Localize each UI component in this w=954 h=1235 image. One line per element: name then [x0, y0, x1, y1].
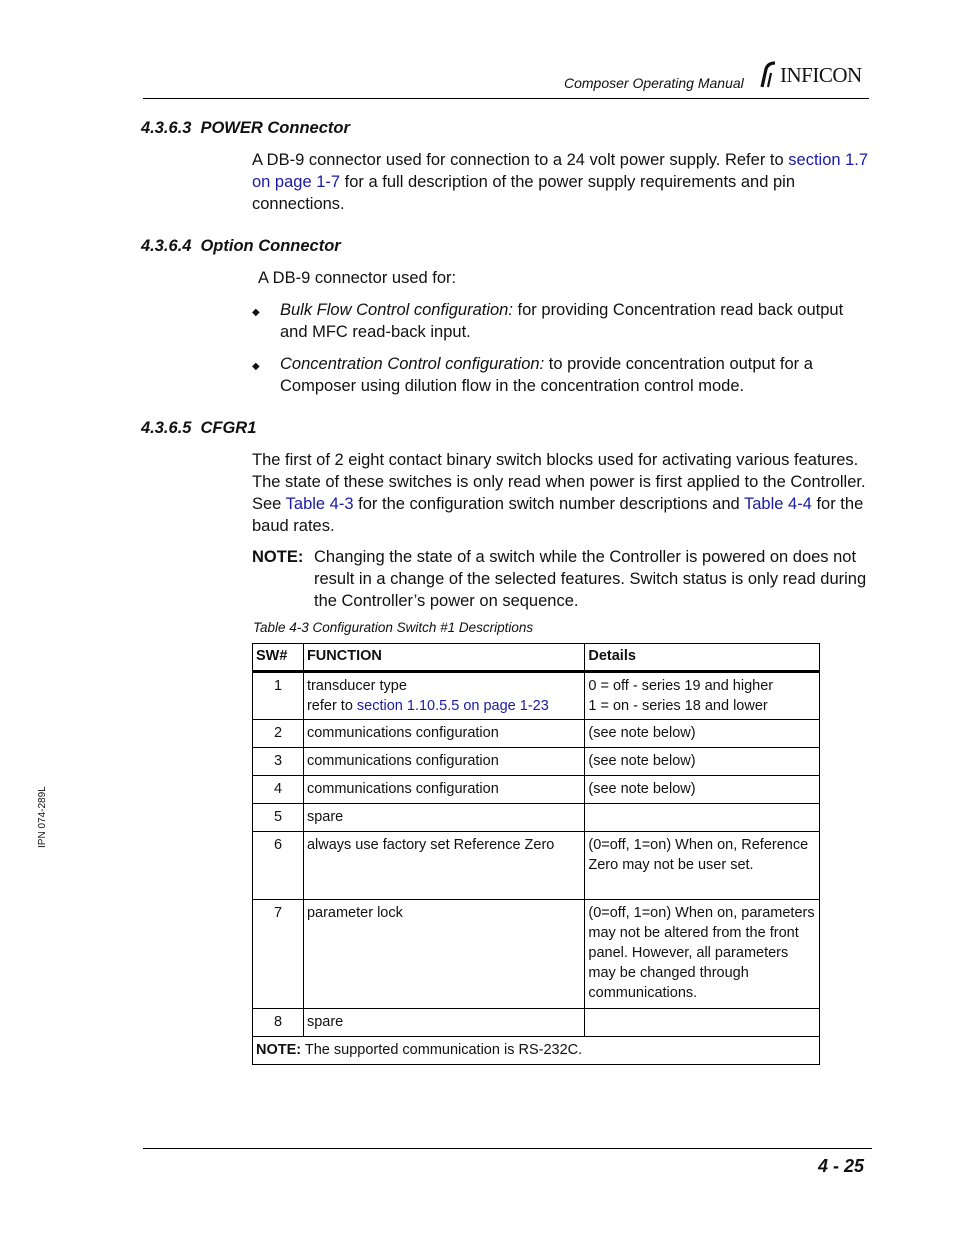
refer-to-text: refer to [306, 698, 353, 714]
table-4-4-link[interactable]: Table 4-4 [743, 495, 812, 513]
function-cell: spare [303, 1009, 584, 1037]
power-text-2: for a full description of the power supply requirements and pin connections. [252, 173, 796, 213]
function-cell: parameter lock [303, 900, 584, 1009]
details-line: 0 = off - series 19 and higher [588, 678, 774, 694]
bullet-item [252, 299, 870, 343]
power-text: A DB-9 connector used for connection to a 24 volt power supply. Refer to [252, 151, 784, 169]
details-cell [585, 1009, 820, 1037]
bullet-text: to provide concentration output for a Composer using dilution flow in the concentration control mode. [280, 355, 813, 395]
section-number: 4.3.6.5 [141, 419, 192, 437]
inficon-swoosh-icon [758, 61, 778, 89]
function-cell: communications configuration [303, 720, 584, 748]
table-footer-note [253, 1037, 820, 1065]
section-heading-power [141, 119, 350, 138]
sw-cell: 4 [253, 776, 304, 804]
function-cell: communications configuration [303, 748, 584, 776]
sw-cell: 7 [253, 900, 304, 1009]
table-row [253, 748, 820, 776]
bullet-item [252, 353, 870, 397]
table-row [253, 720, 820, 748]
details-cell: (0=off, 1=on) When on, Reference Zero may not be user set. [585, 832, 820, 900]
details-cell: (see note below) [585, 720, 820, 748]
header-rule [143, 98, 869, 99]
diamond-bullet-icon: ◆ [252, 361, 260, 372]
section-heading-option [141, 237, 341, 256]
cfgr1-paragraph [252, 449, 870, 537]
details-line: 1 = on - series 18 and lower [588, 698, 768, 714]
section-title: Option Connector [200, 237, 341, 255]
table-row [253, 832, 820, 900]
sw-cell: 2 [253, 720, 304, 748]
table-4-3-link[interactable]: Table 4-3 [285, 495, 354, 513]
section-1-10-5-5-link[interactable]: section 1.10.5.5 on page 1-23 [356, 698, 549, 714]
option-intro: A DB-9 connector used for: [258, 269, 457, 287]
bullet-term: Bulk Flow Control configuration: [280, 301, 513, 319]
footer-rule [143, 1148, 872, 1149]
cfgr1-text-2: for the configuration switch number descriptions and [358, 495, 740, 513]
column-header-sw: SW# [253, 644, 304, 672]
function-cell: spare [303, 804, 584, 832]
section-title: CFGR1 [200, 419, 257, 437]
section-number: 4.3.6.3 [141, 119, 192, 137]
table-row [253, 1009, 820, 1037]
table-row [253, 776, 820, 804]
section-number: 4.3.6.4 [141, 237, 192, 255]
inficon-logo [758, 60, 873, 90]
function-line: transducer type [306, 678, 407, 694]
page-number: 4 - 25 [818, 1156, 865, 1176]
table-row [253, 672, 820, 720]
note-label: NOTE: [252, 548, 304, 566]
configuration-switch-table [252, 643, 820, 1065]
function-cell: communications configuration [303, 776, 584, 804]
details-cell [585, 804, 820, 832]
document-id: IPN 074-289L [37, 786, 48, 848]
table-header-row [253, 644, 820, 672]
function-line [307, 696, 581, 716]
details-cell: (see note below) [585, 776, 820, 804]
column-header-function: FUNCTION [303, 644, 584, 672]
details-cell [585, 672, 820, 720]
column-header-details: Details [585, 644, 820, 672]
footer-note-text: The supported communication is RS-232C. [304, 1042, 583, 1058]
sw-cell: 3 [253, 748, 304, 776]
footer-note-label: NOTE: [256, 1042, 302, 1058]
logo-text: INFICON [780, 63, 862, 87]
cfgr1-text: The first of 2 eight contact binary switch blocks used for activating various features. The state of these switches is only read when power is first applied to the Controller. See [252, 451, 866, 513]
note-text: Changing the state of a switch while the Controller is powered on does not result in a change of the selected features. Switch status is only read during the Controller’s power on sequence. [314, 548, 867, 610]
cfgr1-text-3: for the baud rates. [252, 495, 864, 535]
section-1-7-link[interactable]: section 1.7 on page 1-7 [252, 151, 869, 191]
table-row [253, 804, 820, 832]
diamond-bullet-icon: ◆ [252, 307, 260, 318]
sw-cell: 8 [253, 1009, 304, 1037]
sw-cell: 6 [253, 832, 304, 900]
section-heading-cfgr1 [141, 419, 256, 438]
sw-cell: 1 [253, 672, 304, 720]
details-cell: (0=off, 1=on) When on, parameters may not be altered from the front panel. However, all parameters may be changed through communications. [585, 900, 820, 1009]
manual-title: Composer Operating Manual [564, 75, 744, 91]
power-paragraph [252, 149, 872, 215]
table-footer-row [253, 1037, 820, 1065]
function-cell: always use factory set Reference Zero [303, 832, 584, 900]
bullet-term: Concentration Control configuration: [280, 355, 545, 373]
table-caption: Table 4-3 Configuration Switch #1 Descriptions [253, 620, 534, 635]
sw-cell: 5 [253, 804, 304, 832]
section-title: POWER Connector [200, 119, 350, 137]
function-cell [303, 672, 584, 720]
bullet-text: for providing Concentration read back output and MFC read-back input. [280, 301, 844, 341]
details-cell: (see note below) [585, 748, 820, 776]
table-row [253, 900, 820, 1009]
